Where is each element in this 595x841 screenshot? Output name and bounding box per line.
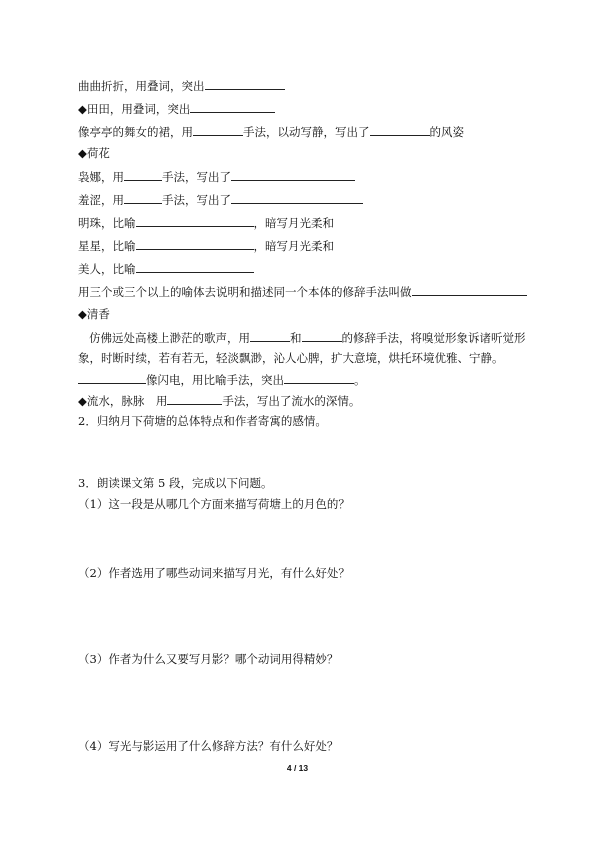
text: 的修辞手法，将嗅觉形象诉诸听觉形 (341, 331, 526, 345)
text: 曲曲折折，用叠词，突出 (78, 79, 205, 93)
question-2 (78, 414, 327, 428)
line-flowing-water (78, 393, 360, 408)
text: 的风姿 (429, 125, 464, 139)
fill-blank[interactable] (205, 78, 285, 90)
text: 星星，比喻 (78, 239, 136, 253)
question-3-2 (78, 566, 350, 580)
fill-blank[interactable] (78, 372, 146, 384)
fill-blank[interactable] (412, 284, 527, 296)
text: ◆田田，用叠词，突出 (78, 102, 191, 116)
text: 手法，写出了 (162, 170, 231, 184)
text: 羞涩，用 (78, 193, 124, 207)
fill-blank[interactable] (302, 330, 342, 342)
fill-blank[interactable] (231, 192, 363, 204)
fill-blank[interactable] (136, 215, 254, 227)
text: 手法，写出了流水的深情。 (222, 394, 361, 408)
text: 3．朗读课文第 5 段，完成以下问题。 (78, 476, 273, 490)
text: 像亭亭的舞女的裙，用 (78, 125, 193, 139)
line-star (78, 238, 334, 253)
heading-lotus-flower (78, 146, 110, 160)
line-distant-song (89, 330, 526, 345)
heading-fragrance (78, 307, 110, 321)
text: 明珠，比喻 (78, 216, 136, 230)
text: 象，时断时续，若有若无，轻淡飘渺，沁人心脾，扩大意境，烘托环境优雅、宁静。 (78, 351, 504, 365)
text: ，暗写月光柔和 (253, 239, 334, 253)
line-shy (78, 192, 363, 207)
fill-blank[interactable] (284, 372, 354, 384)
text: 手法，以动写静，写出了 (243, 125, 370, 139)
text: 手法，写出了 (162, 193, 231, 207)
question-3 (78, 476, 272, 490)
line-metaphor-term (78, 284, 527, 299)
question-3-3 (78, 652, 338, 666)
fill-blank[interactable] (250, 330, 290, 342)
line-graceful (78, 169, 355, 184)
fill-blank[interactable] (370, 124, 430, 136)
fill-blank[interactable] (136, 261, 254, 273)
line-lightning (78, 372, 366, 387)
line-beauty (78, 261, 254, 276)
text: ，暗写月光柔和 (253, 216, 334, 230)
line-pearl (78, 215, 334, 230)
page-number: 4 / 13 (286, 763, 309, 773)
text: 袅娜，用 (78, 170, 124, 184)
text: 。 (354, 373, 366, 387)
line-synesthesia-continued (78, 351, 504, 365)
text: （3）作者为什么又要写月影？哪个动词用得精妙？ (78, 652, 339, 666)
text: ◆流水，脉脉 用 (78, 394, 168, 408)
line-dancer-skirt (78, 124, 464, 139)
text: （2）作者选用了哪些动词来描写月光，有什么好处？ (78, 566, 350, 580)
text: 仿佛远处高楼上渺茫的歌声，用 (89, 331, 250, 345)
text: 用三个或三个以上的喻体去说明和描述同一个本体的修辞手法叫做 (78, 285, 412, 299)
text: 美人，比喻 (78, 262, 136, 276)
text: 和 (290, 331, 302, 345)
fill-blank[interactable] (190, 101, 275, 113)
line-tiantian (78, 101, 275, 116)
fill-blank[interactable] (124, 169, 162, 181)
fill-blank[interactable] (167, 393, 222, 405)
question-3-4 (78, 739, 338, 753)
text: 像闪电，用比喻手法，突出 (146, 373, 284, 387)
fill-blank[interactable] (193, 124, 243, 136)
text: （4）写光与影运用了什么修辞方法？有什么好处？ (78, 739, 339, 753)
text: 2．归纳月下荷塘的总体特点和作者寄寓的感情。 (78, 414, 327, 428)
fill-blank[interactable] (136, 238, 254, 250)
text: （1）这一段是从哪几个方面来描写荷塘上的月色的？ (78, 497, 350, 511)
fill-blank[interactable] (124, 192, 162, 204)
text: ◆荷花 (78, 146, 110, 160)
text: ◆清香 (78, 307, 110, 321)
fill-blank[interactable] (231, 169, 355, 181)
line-winding (78, 78, 285, 93)
question-3-1 (78, 497, 350, 511)
